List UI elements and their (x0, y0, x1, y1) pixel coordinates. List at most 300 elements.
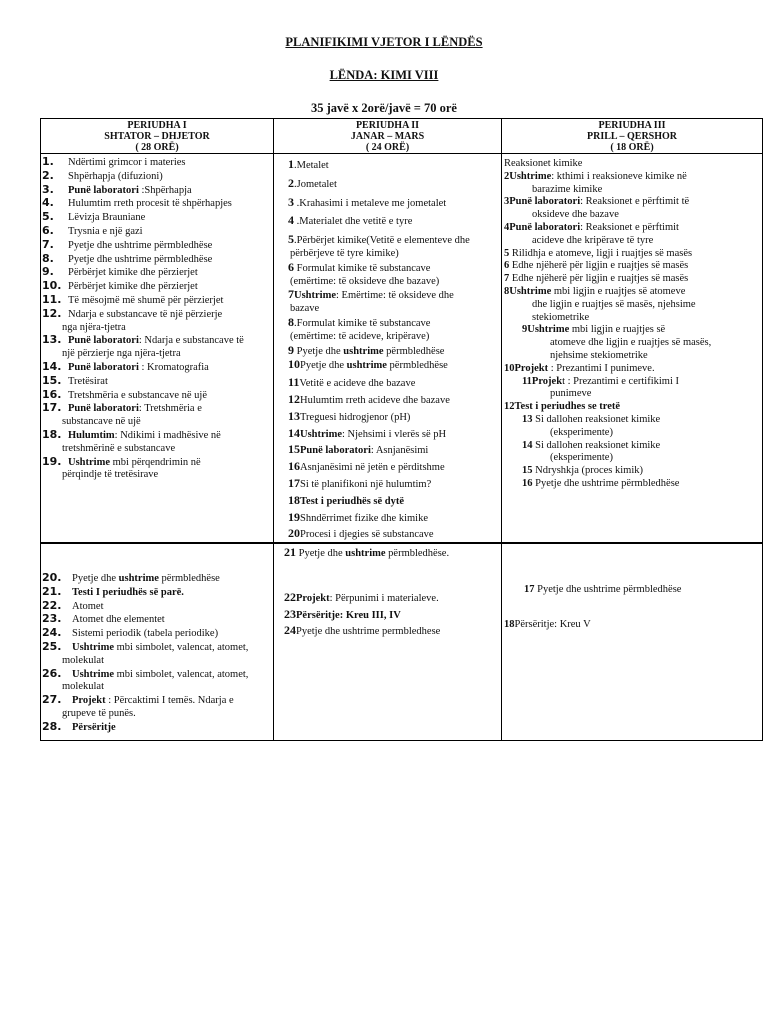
lesson-keyword: Ushtrime (294, 290, 336, 302)
lesson-keyword: Përsëritje (72, 721, 116, 733)
lesson-item (502, 260, 762, 273)
lesson-number: 8. (42, 251, 54, 265)
lesson-line-continued: stekiometrike (532, 311, 590, 323)
lesson-text: Si dallohen reaksionet kimike (532, 413, 661, 425)
lesson-text: Treguesi hidrogjenor (pH) (300, 411, 411, 423)
lesson-line (288, 477, 501, 492)
lesson-item (41, 170, 273, 184)
lesson-number: 11 (288, 375, 300, 390)
lesson-line (42, 280, 273, 294)
lesson-item (41, 694, 273, 721)
lesson-line (288, 158, 501, 173)
lesson-line (42, 389, 273, 403)
lesson-item (274, 546, 501, 561)
lesson-number: 5. (42, 210, 54, 224)
lesson-number: 9 (288, 342, 294, 357)
lesson-line (504, 363, 762, 376)
header-period-1 (41, 119, 274, 154)
lesson-text: Si dallohen reaksionet kimike (532, 439, 661, 451)
lesson-number: 28. (42, 719, 62, 733)
lesson-line (42, 308, 273, 322)
lesson-item (41, 156, 273, 170)
lesson-item (41, 334, 273, 361)
lesson-line (522, 414, 762, 427)
lesson-keyword: Ushtrime (509, 285, 552, 297)
lesson-line (522, 478, 762, 491)
lesson-number: 16 (288, 459, 300, 474)
lesson-number: 2. (42, 168, 54, 182)
lesson-number: 9 (522, 324, 528, 336)
lesson-keyword: Projekt (72, 695, 106, 707)
lesson-text: Lëvizja Brauniane (68, 212, 146, 224)
lesson-item (502, 376, 762, 402)
lesson-number: 22. (42, 598, 62, 612)
lesson-item (274, 443, 501, 458)
lesson-text: t : Prezantimi e certifikimi I (562, 375, 679, 387)
lesson-text: : Ndikimi i madhësive në (114, 429, 221, 441)
lesson-item (274, 460, 501, 475)
lesson-number: 15. (42, 373, 62, 387)
lesson-line (504, 158, 762, 171)
lesson-line (522, 440, 762, 453)
lesson-item (274, 410, 501, 425)
lesson-number: 19 (288, 509, 300, 524)
lesson-item (502, 324, 762, 362)
lesson-line-continued: një përzierje nga njëra-tjetra (62, 348, 181, 360)
lesson-text: Atomet dhe elementet (72, 614, 165, 626)
lesson-number: 17. (42, 401, 62, 415)
lesson-item (41, 361, 273, 375)
lesson-line (522, 376, 762, 389)
lesson-line (42, 375, 273, 389)
lesson-text: Trysnia e një gazi (68, 225, 143, 237)
lesson-text: mbi përqendrimin në (110, 456, 201, 468)
lesson-line (288, 511, 501, 526)
lesson-item (41, 211, 273, 225)
lesson-line (42, 334, 273, 348)
lesson-line (504, 260, 762, 273)
lesson-number: 4 (288, 213, 294, 228)
lesson-item (274, 196, 501, 211)
lesson-text: : Njehsimi i vlerës së pH (342, 428, 447, 440)
lesson-item (274, 358, 501, 373)
lesson-line (42, 456, 273, 470)
lesson-item (502, 619, 762, 632)
lesson-line (504, 619, 762, 632)
lesson-item (274, 494, 501, 509)
lesson-item (274, 233, 501, 261)
lesson-keyword: ushtrime (345, 548, 386, 559)
lesson-text: .Materialet dhe vetitë e tyre (294, 216, 413, 228)
lesson-number: 18 (288, 492, 300, 507)
lesson-keyword: Punë laboratori (68, 184, 139, 196)
lesson-line-continued: (eksperimente) (550, 452, 613, 464)
lesson-number: 19. (42, 454, 62, 468)
lesson-item (274, 608, 501, 623)
lesson-keyword: Projekt (296, 592, 330, 604)
period-hours: ( 18 ORË) (610, 142, 654, 153)
lesson-line (42, 184, 273, 198)
lesson-item (41, 225, 273, 239)
lesson-text: Pyetje dhe ushtrime përmbledhëse (532, 477, 680, 489)
lesson-keyword: Test i periudhës së dytë (300, 495, 405, 507)
lesson-text: Pyetje dhe (72, 573, 119, 584)
lesson-number: 13. (42, 333, 62, 347)
period-hours: ( 24 ORË) (365, 142, 410, 153)
lesson-number: 16 (522, 477, 533, 489)
lesson-text: Vetitë e acideve dhe bazave (299, 378, 416, 390)
lesson-text: Rilidhja e atomeve, ligji i ruajtjes së masës (509, 247, 693, 259)
lesson-line (504, 286, 762, 299)
lesson-text: Edhe njëherë për ligjin e ruajtjes së masës (509, 273, 689, 285)
lesson-text: mbi ligjin e ruajtjes së atomeve (551, 285, 686, 297)
lesson-number: 24 (284, 623, 296, 638)
lesson-keyword: Ushtrime (527, 324, 570, 336)
lesson-text: Procesi i djegies së substancave (300, 529, 434, 541)
lesson-line-continued: nga njëra-tjetra (62, 321, 126, 333)
lesson-number: 21. (42, 584, 62, 598)
lesson-line (288, 376, 501, 391)
lesson-line (504, 196, 762, 209)
lesson-text: përmbledhëse (158, 573, 220, 584)
lesson-item (41, 239, 273, 253)
lesson-number: 17 (288, 475, 300, 490)
lesson-line (504, 273, 762, 286)
lesson-item (274, 214, 501, 229)
lesson-line (284, 608, 501, 623)
lesson-text: përmbledhëse (383, 345, 445, 357)
lesson-line (42, 641, 273, 655)
lesson-line (522, 465, 762, 478)
lesson-text: mbi simbolet, valencat, atomet, (114, 668, 249, 680)
lesson-line (42, 429, 273, 443)
lesson-text: Sistemi periodik (tabela periodike) (72, 628, 219, 640)
lesson-text: : Reaksionet e përftimit të (580, 196, 690, 208)
lesson-line (42, 197, 273, 211)
lesson-number: 10 (504, 362, 515, 374)
lesson-text: : Reaksionet e përftimit (580, 221, 679, 233)
lesson-number: 5 (504, 247, 510, 259)
period-2-lessons-continued (274, 544, 502, 741)
lesson-keyword: Punë laboratori (68, 361, 139, 373)
lesson-item (274, 477, 501, 492)
lesson-text: Shndërrimet fizike dhe kimike (300, 512, 429, 524)
lesson-number: 4. (42, 196, 54, 210)
lesson-line (42, 668, 273, 682)
lesson-text: : Prezantimi I punimeve. (548, 362, 655, 374)
lesson-text: Përbërjet kimike dhe përzierjet (68, 267, 198, 279)
period-name: PERIUDHA II (355, 120, 420, 131)
lesson-line (288, 443, 501, 458)
lesson-keyword: Projek (531, 375, 563, 387)
lesson-line (288, 177, 501, 192)
lesson-item (41, 572, 273, 586)
lesson-number: 11 (522, 375, 532, 387)
lesson-line (288, 214, 501, 229)
lesson-item (274, 288, 501, 316)
lesson-number: 16. (42, 387, 62, 401)
lesson-number: 12 (504, 401, 515, 413)
lesson-number: 1. (42, 155, 54, 168)
lesson-line (288, 316, 501, 331)
lesson-item (502, 584, 762, 597)
lesson-text: Shpërhapja (difuzioni) (68, 170, 163, 182)
lesson-number: 4 (504, 221, 510, 233)
lesson-line-continued: barazime kimike (532, 183, 603, 195)
lesson-text: : Tretshmëria e (138, 403, 202, 415)
lesson-number: 15 (522, 465, 533, 477)
lesson-line (42, 627, 273, 641)
lesson-item (502, 248, 762, 261)
period-hours: ( 28 ORË) (135, 142, 179, 153)
lesson-item (502, 414, 762, 440)
lesson-text: Pyetje dhe (300, 360, 347, 372)
lesson-text: Pyetje dhe ushtrime përmbledhëse (534, 584, 682, 595)
lesson-line (504, 248, 762, 261)
lesson-item (41, 600, 273, 614)
lesson-line (284, 546, 501, 561)
plan-table-top (40, 118, 763, 543)
lesson-keyword: Punë laboratori (300, 445, 371, 457)
lesson-item (41, 197, 273, 211)
lesson-line (42, 694, 273, 708)
lesson-item (41, 184, 273, 198)
lesson-number: 9. (42, 265, 54, 279)
lesson-keyword: ushtrime (343, 345, 384, 357)
lesson-number: 20. (42, 571, 62, 584)
lesson-number: 7 (504, 273, 510, 285)
lesson-line (284, 624, 501, 639)
lesson-number: 8 (504, 285, 510, 297)
lesson-line-continued: dhe ligjin e ruajtjes së masës, njehsime (532, 298, 696, 310)
lesson-line (42, 170, 273, 184)
lesson-text: Përsëritje: Kreu V (514, 618, 591, 630)
lesson-line (288, 196, 501, 211)
lesson-text: Edhe njëherë për ligjin e ruajtjes së masës (509, 260, 689, 272)
doc-title: PLANIFIKIMI VJETOR I LËNDËS (285, 35, 483, 49)
plan-table-bottom (40, 543, 763, 741)
lesson-keyword: Përsëritje: Kreu III, IV (296, 609, 401, 621)
lesson-keyword: Ushtrime (509, 170, 552, 182)
lesson-item (502, 363, 762, 376)
lesson-number: 14 (522, 439, 533, 451)
lesson-item (274, 177, 501, 192)
lesson-item (41, 668, 273, 695)
lesson-keyword: Punë laboratori (68, 335, 139, 347)
lesson-keyword: Testi I periudhës së parë. (72, 586, 184, 598)
lesson-item (41, 402, 273, 429)
lesson-line (42, 572, 273, 586)
lesson-number: 15 (288, 442, 300, 457)
lesson-number: 20 (288, 526, 300, 541)
period-months: PRILL – QERSHOR (586, 131, 678, 142)
lesson-text: Përbërjet kimike dhe përzierjet (68, 281, 198, 293)
lesson-number: 1 (288, 157, 294, 171)
lesson-line-continued: përqindje të tretësirave (62, 469, 159, 481)
lesson-text: Ndryshkja (proces kimik) (532, 465, 644, 477)
lesson-line (288, 427, 501, 442)
lesson-text: : kthimi i reaksioneve kimike në (551, 170, 687, 182)
lesson-line (288, 494, 501, 509)
lesson-text: mbi ligjin e ruajtjes së (569, 324, 666, 336)
lesson-line (42, 225, 273, 239)
lesson-line (288, 410, 501, 425)
lesson-number: 2 (504, 170, 510, 182)
lesson-line (42, 586, 273, 600)
lesson-number: 7. (42, 237, 54, 251)
lesson-number: 13 (288, 408, 300, 423)
lesson-text: Pyetje dhe (294, 345, 344, 357)
lesson-number: 21 (284, 545, 296, 559)
lesson-line (42, 211, 273, 225)
period-name: PERIUDHA III (598, 120, 666, 131)
lesson-number: 24. (42, 626, 62, 640)
lesson-line (288, 358, 501, 373)
lesson-line-continued: substancave në ujë (62, 416, 141, 428)
lesson-item (502, 286, 762, 324)
lesson-item (41, 721, 273, 735)
lesson-item (274, 591, 501, 606)
lesson-line (288, 393, 501, 408)
lesson-line-continued: molekulat (62, 654, 104, 666)
lesson-number: 18 (504, 618, 515, 630)
lesson-line (288, 261, 501, 276)
lesson-text: : Përpunimi i materialeve. (329, 592, 439, 604)
lesson-keyword: Ushtrime (68, 456, 110, 468)
lesson-text: Ndërtimi grimcor i materies (68, 157, 186, 168)
lesson-keyword: Ushtrime (72, 668, 114, 680)
lesson-text: Asnjanësimi në jetën e përditshme (300, 462, 445, 474)
lesson-item (41, 375, 273, 389)
lesson-text: Pyetje dhe ushtrime përmbledhëse (68, 253, 213, 265)
lesson-text: Pyetje dhe ushtrime permbledhese (296, 626, 441, 638)
lesson-keyword: Punë laboratori (68, 403, 139, 415)
lesson-number: 10. (42, 279, 62, 293)
lesson-number: 3 (504, 196, 510, 208)
lesson-item (41, 280, 273, 294)
lesson-item (274, 261, 501, 289)
lesson-number: 23 (284, 606, 296, 621)
lesson-line (42, 613, 273, 627)
lesson-text: Pyetje dhe (296, 548, 346, 559)
lesson-line (42, 253, 273, 267)
lesson-item (41, 266, 273, 280)
period-1-lessons-continued (41, 544, 274, 741)
lesson-text: : Emërtime: të oksideve dhe (336, 290, 454, 302)
lesson-item (41, 294, 273, 308)
lesson-number: 5 (288, 232, 294, 247)
lesson-line-continued: oksideve dhe bazave (532, 209, 619, 221)
lesson-number: 6 (504, 260, 510, 272)
lesson-line-continued: tretshmërinë e substancave (62, 442, 176, 454)
period-1-lessons (41, 154, 274, 543)
lesson-keyword: ushtrime (118, 573, 159, 584)
lesson-item (502, 273, 762, 286)
lesson-text: Formulat kimike të substancave (294, 262, 431, 274)
lesson-keyword: Punë laboratori (509, 221, 581, 233)
lesson-line (288, 460, 501, 475)
lesson-number: 7 (288, 287, 294, 302)
lesson-line (42, 239, 273, 253)
lesson-number: 25. (42, 639, 62, 653)
lesson-item (502, 196, 762, 222)
lesson-item (274, 427, 501, 442)
lesson-item (41, 641, 273, 668)
lesson-item (502, 478, 762, 491)
lesson-item (274, 158, 501, 173)
lesson-item (502, 171, 762, 197)
lesson-keyword: Test i periudhes se tretë (514, 401, 621, 413)
lesson-item (41, 389, 273, 403)
lesson-item (502, 158, 762, 171)
lesson-line-continued: molekulat (62, 681, 104, 693)
lesson-item (274, 316, 501, 344)
lesson-number: 14. (42, 359, 62, 373)
lesson-text: :Shpërhapja (138, 184, 192, 196)
lesson-keyword: Punë laboratori (509, 196, 581, 208)
lesson-line-continued: grupeve të punës. (62, 707, 136, 719)
lesson-item (41, 253, 273, 267)
lesson-item (41, 429, 273, 456)
period-3-lessons-continued (502, 544, 763, 741)
lesson-item (274, 344, 501, 359)
lesson-number: 2 (288, 175, 294, 190)
lesson-text: Si të planifikoni një hulumtim? (300, 478, 432, 490)
lesson-text: : Asnjanësimi (370, 445, 429, 457)
lesson-line-continued: bazave (290, 303, 320, 315)
lesson-keyword: Projekt (514, 362, 549, 374)
lesson-line-continued: punimeve (550, 388, 592, 400)
lesson-text: Ndarja e substancave të një përzierje (68, 308, 223, 320)
lesson-line-continued: (emërtime: të oksideve dhe bazave) (290, 275, 440, 287)
lesson-item (41, 456, 273, 483)
lesson-text: : Ndarja e substancave të (138, 335, 244, 347)
lesson-line (42, 266, 273, 280)
lesson-text: Hulumtim rreth procesit të shpërhapjes (68, 198, 232, 210)
lesson-line (288, 233, 501, 248)
subject-title: LËNDA: KIMI VIII (329, 68, 439, 82)
lesson-number: 27. (42, 693, 62, 707)
lesson-number: 23. (42, 612, 62, 626)
lesson-item (502, 440, 762, 466)
lesson-item (274, 624, 501, 639)
lesson-text: .Krahasimi i metaleve me jometalet (294, 197, 447, 209)
lesson-text: .Përbërjet kimike(Vetitë e elementeve dhe (294, 235, 470, 247)
lesson-text: përmbledhëse. (385, 548, 450, 559)
lesson-number: 17 (524, 584, 535, 595)
lesson-line (288, 344, 501, 359)
lesson-keyword: ushtrime (346, 360, 387, 372)
lesson-item (41, 627, 273, 641)
lesson-text: Tretësirat (68, 375, 108, 387)
lesson-line (522, 324, 762, 337)
header-period-3 (502, 119, 763, 154)
lesson-number: 3. (42, 182, 54, 196)
lesson-line (504, 222, 762, 235)
lesson-text: përmbledhëse (386, 360, 448, 372)
lesson-line (42, 156, 273, 170)
lesson-line (284, 591, 501, 606)
lesson-number: 3 (288, 194, 294, 209)
lesson-text: .Jometalet (294, 178, 337, 190)
lesson-line (42, 600, 273, 614)
lesson-keyword: Ushtrime (72, 641, 114, 653)
lesson-keyword: Ushtrime (300, 428, 342, 440)
header-period-2 (274, 119, 502, 154)
lesson-line-continued: përbërjeve të tyre kimike) (290, 247, 399, 259)
lesson-number: 8 (288, 314, 294, 329)
lesson-item (274, 393, 501, 408)
